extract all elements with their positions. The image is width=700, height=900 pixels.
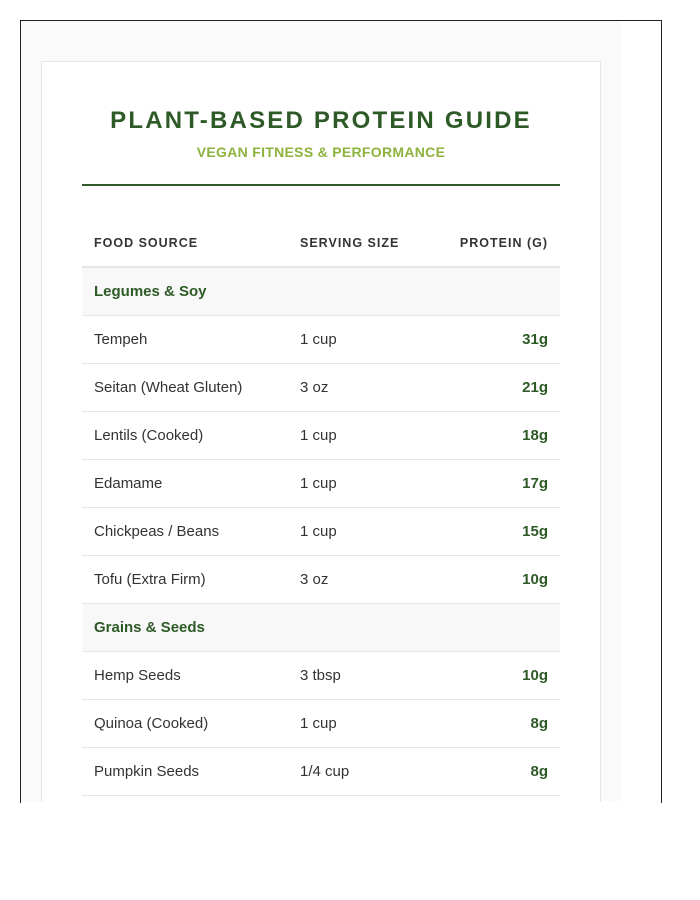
food-cell: Tofu (Extra Firm) (82, 556, 288, 604)
table-header-row (82, 220, 560, 267)
header-divider (82, 184, 560, 186)
food-cell: Lentils (Cooked) (82, 412, 288, 460)
protein-cell: 18g (428, 412, 560, 460)
food-cell: Tempeh (82, 316, 288, 364)
food-cell: Hemp Seeds (82, 652, 288, 700)
protein-table (82, 220, 560, 796)
column-header-food-source: FOOD SOURCE (82, 220, 288, 267)
protein-guide-card (41, 61, 601, 802)
table-row (82, 460, 560, 508)
serving-cell: 1 cup (288, 316, 428, 364)
food-cell: Seitan (Wheat Gluten) (82, 364, 288, 412)
table-row (82, 316, 560, 364)
page-title: PLANT-BASED PROTEIN GUIDE (110, 107, 532, 134)
food-cell: Chickpeas / Beans (82, 508, 288, 556)
serving-cell: 1 cup (288, 412, 428, 460)
table-row (82, 652, 560, 700)
table-row (82, 412, 560, 460)
column-header-protein: PROTEIN (G) (428, 220, 560, 267)
serving-cell: 1 cup (288, 460, 428, 508)
table-row (82, 508, 560, 556)
serving-cell: 1 cup (288, 508, 428, 556)
protein-cell: 8g (428, 700, 560, 748)
protein-cell: 10g (428, 652, 560, 700)
group-row-legumes-soy (82, 267, 560, 316)
food-cell: Pumpkin Seeds (82, 748, 288, 796)
table-row (82, 364, 560, 412)
serving-cell: 3 oz (288, 364, 428, 412)
group-label: Grains & Seeds (82, 604, 560, 652)
protein-cell: 15g (428, 508, 560, 556)
protein-cell: 31g (428, 316, 560, 364)
protein-cell: 8g (428, 748, 560, 796)
table-row (82, 748, 560, 796)
serving-cell: 3 tbsp (288, 652, 428, 700)
table-row (82, 556, 560, 604)
group-label: Legumes & Soy (82, 267, 560, 316)
serving-cell: 1/4 cup (288, 748, 428, 796)
group-row-grains-seeds (82, 604, 560, 652)
table-row (82, 700, 560, 748)
food-cell: Quinoa (Cooked) (82, 700, 288, 748)
column-header-serving-size: SERVING SIZE (288, 220, 428, 267)
serving-cell: 1 cup (288, 700, 428, 748)
page-subtitle: VEGAN FITNESS & PERFORMANCE (196, 144, 446, 160)
protein-cell: 21g (428, 364, 560, 412)
serving-cell: 3 oz (288, 556, 428, 604)
food-cell: Edamame (82, 460, 288, 508)
protein-cell: 10g (428, 556, 560, 604)
protein-cell: 17g (428, 460, 560, 508)
